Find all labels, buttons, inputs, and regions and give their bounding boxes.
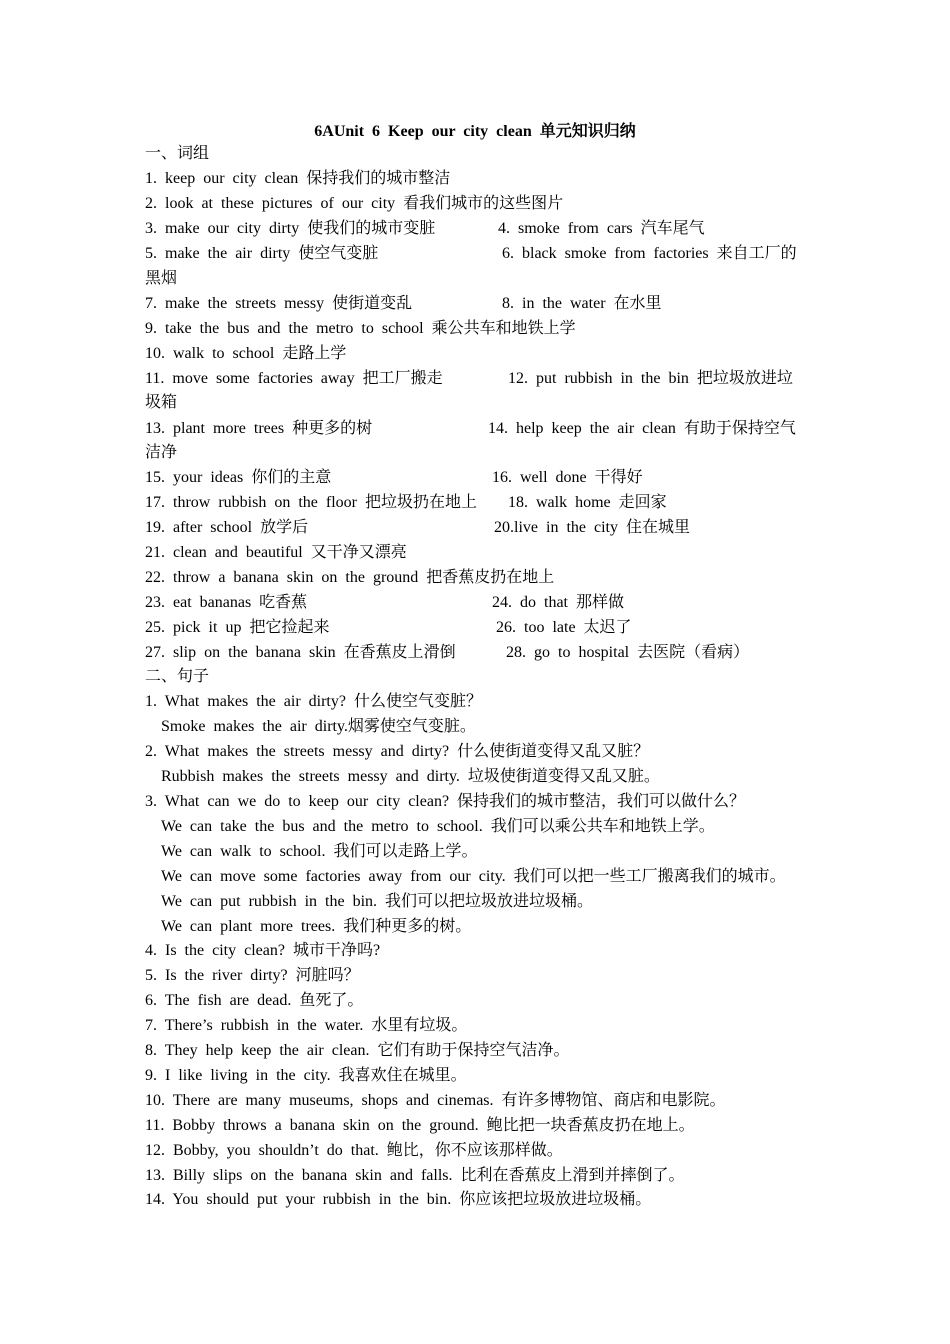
phrase-line: 24. do that 那样做 [492,594,624,611]
phrase-line: 1. keep our city clean 保持我们的城市整洁 [145,170,451,187]
phrase-line: 3. make our city dirty 使我们的城市变脏 [145,220,436,237]
phrase-line: 15. your ideas 你们的主意 [145,469,332,486]
sentence-line: We can plant more trees. 我们种更多的树。 [161,918,472,935]
section-heading-sentences: 二、句子 [145,668,210,685]
phrase-line: 4. smoke from cars 汽车尾气 [498,220,705,237]
sentence-line: 9. I like living in the city. 我喜欢住在城里。 [145,1067,467,1084]
sentence-line: 8. They help keep the air clean. 它们有助于保持空气洁净。 [145,1042,570,1059]
phrase-line: 19. after school 放学后 [145,519,309,536]
sentence-line: 13. Billy slips on the banana skin and falls. 比利在香蕉皮上滑到并摔倒了。 [145,1167,685,1184]
sentence-line: 14. You should put your rubbish in the bin. 你应该把垃圾放进垃圾桶。 [145,1191,652,1208]
sentence-line: Rubbish makes the streets messy and dirty. 垃圾使街道变得又乱又脏。 [161,768,660,785]
phrase-line-wrap: 洁净 [145,444,178,461]
sentence-line: We can move some factories away from our city. 我们可以把一些工厂搬离我们的城市。 [161,868,786,885]
phrase-line-wrap: 圾箱 [145,394,178,411]
phrase-line-wrap: 黑烟 [145,270,178,287]
phrase-line: 10. walk to school 走路上学 [145,345,347,362]
phrase-line: 5. make the air dirty 使空气变脏 [145,245,379,262]
phrase-line: 13. plant more trees 种更多的树 [145,420,373,437]
phrase-line: 20.live in the city 住在城里 [494,519,690,536]
sentence-line: We can take the bus and the metro to school. 我们可以乘公共车和地铁上学。 [161,818,715,835]
sentence-line: 4. Is the city clean? 城市干净吗? [145,942,381,959]
phrase-line: 12. put rubbish in the bin 把垃圾放进垃 [508,370,793,387]
phrase-line: 8. in the water 在水里 [502,295,662,312]
phrase-line: 2. look at these pictures of our city 看我们城市的这些图片 [145,195,564,212]
phrase-line: 22. throw a banana skin on the ground 把香蕉皮扔在地上 [145,569,555,586]
sentence-line: 7. There’s rubbish in the water. 水里有垃圾。 [145,1017,468,1034]
phrase-line: 25. pick it up 把它捡起来 [145,619,330,636]
phrase-line: 21. clean and beautiful 又干净又漂亮 [145,544,407,561]
section-heading-phrases: 一、词组 [145,145,210,162]
sentence-line: 12. Bobby, you shouldn’t do that. 鲍比，你不应该那样做。 [145,1142,563,1159]
phrase-line: 27. slip on the banana skin 在香蕉皮上滑倒 [145,644,456,661]
phrase-line: 26. too late 太迟了 [496,619,632,636]
page-title: 6AUnit 6 Keep our city clean 单元知识归纳 [314,123,636,140]
sentence-line: 1. What makes the air dirty? 什么使空气变脏？ [145,693,482,710]
sentence-line: Smoke makes the air dirty.烟雾使空气变脏。 [161,718,476,735]
phrase-line: 11. move some factories away 把工厂搬走 [145,370,443,387]
sentence-line: We can walk to school. 我们可以走路上学。 [161,843,478,860]
phrase-line: 14. help keep the air clean 有助于保持空气 [488,420,796,437]
sentence-line: 5. Is the river dirty? 河脏吗？ [145,967,360,984]
sentence-line: 2. What makes the streets messy and dirty? 什么使街道变得又乱又脏？ [145,743,650,760]
phrase-line: 23. eat bananas 吃香蕉 [145,594,308,611]
phrase-line: 16. well done 干得好 [492,469,643,486]
phrase-line: 9. take the bus and the metro to school 乘公共车和地铁上学 [145,320,576,337]
sentence-line: 10. There are many museums, shops and cinemas. 有许多博物馆、商店和电影院。 [145,1092,726,1109]
sentence-line: 6. The fish are dead. 鱼死了。 [145,992,364,1009]
sentence-line: 3. What can we do to keep our city clean? 保持我们的城市整洁，我们可以做什么？ [145,793,746,810]
phrase-line: 7. make the streets messy 使街道变乱 [145,295,413,312]
sentence-line: 11. Bobby throws a banana skin on the ground. 鲍比把一块香蕉皮扔在地上。 [145,1117,695,1134]
phrase-line: 17. throw rubbish on the floor 把垃圾扔在地上 [145,494,477,511]
phrase-line: 28. go to hospital 去医院（看病） [506,644,750,661]
phrase-line: 6. black smoke from factories 来自工厂的 [502,245,797,262]
sentence-line: We can put rubbish in the bin. 我们可以把垃圾放进垃圾桶。 [161,893,594,910]
phrase-line: 18. walk home 走回家 [508,494,667,511]
